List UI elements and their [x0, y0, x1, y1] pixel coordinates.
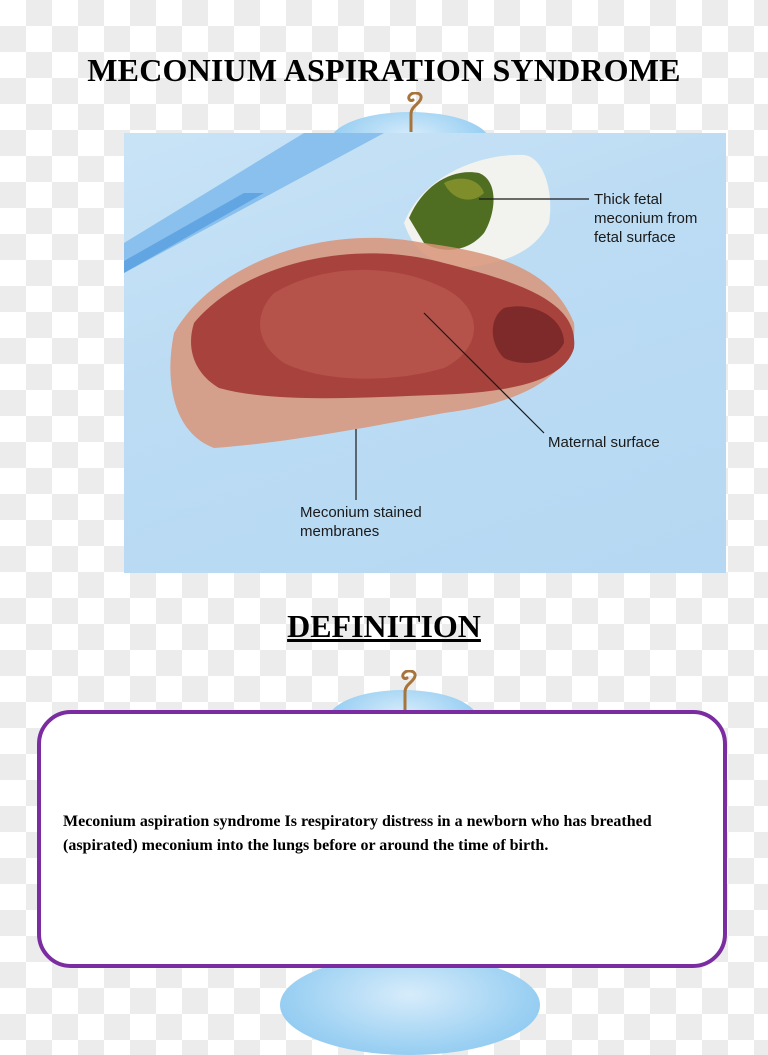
label-thick-meconium: Thick fetal meconium from fetal surface [594, 191, 698, 246]
page-title: MECONIUM ASPIRATION SYNDROME [87, 52, 681, 88]
definition-box [37, 710, 727, 968]
label-meconium-stained-membranes: Meconium stained membranes [300, 504, 422, 540]
placenta-figure [124, 133, 726, 573]
hanger-hook-icon [390, 670, 420, 710]
label-maternal-surface: Maternal surface [548, 434, 660, 451]
definition-text: Meconium aspiration syndrome Is respiratory distress in a newborn who has breathed (aspirated) meconium into the lungs before or around the time of birth. [63, 813, 652, 854]
hanger-hook-icon [396, 92, 426, 132]
decorative-oval-bottom [280, 955, 540, 1055]
section-heading-definition: DEFINITION [287, 608, 481, 644]
